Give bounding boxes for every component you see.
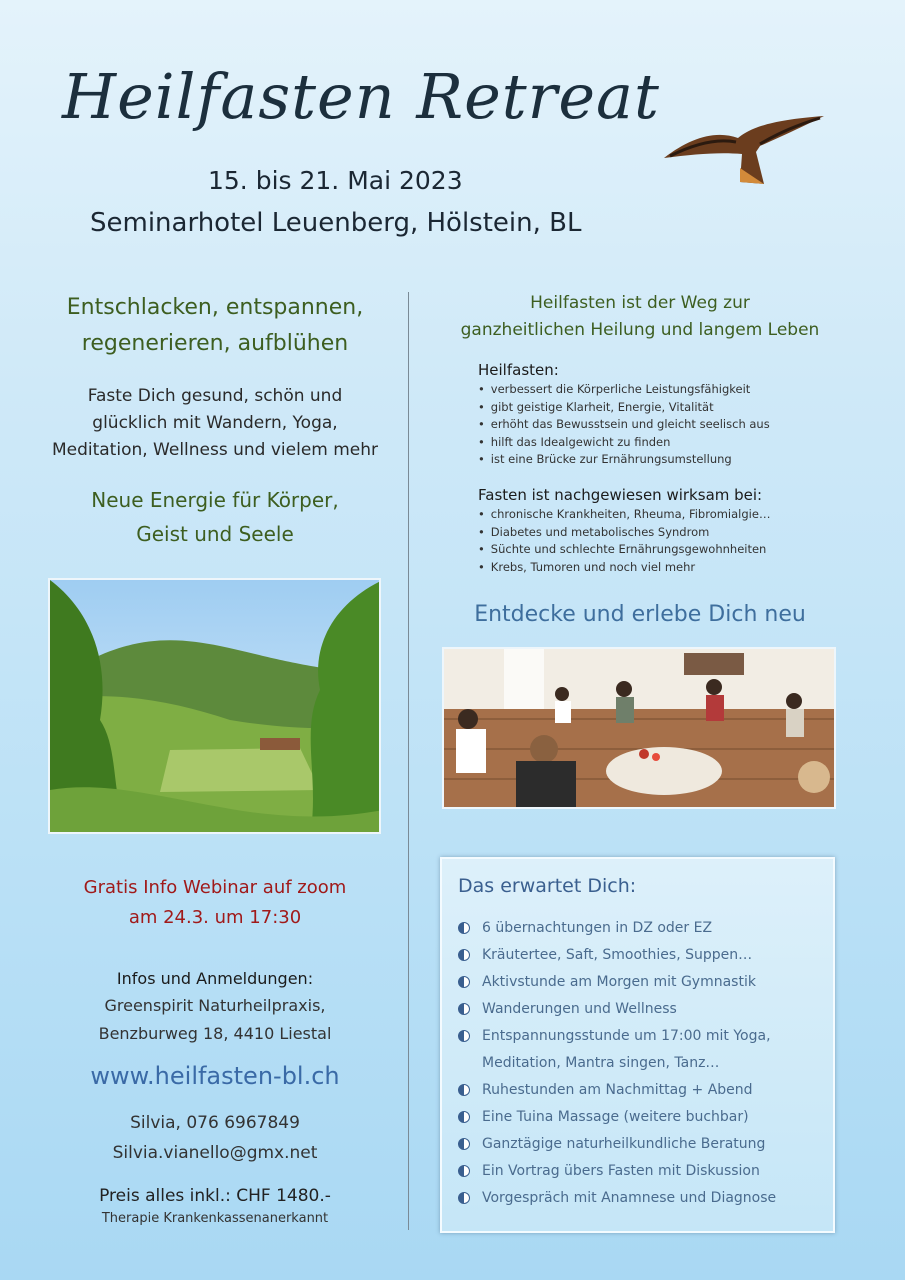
list-item: • Süchte und schlechte Ernährungsgewohnheiten [478,541,838,559]
event-venue: Seminarhotel Leuenberg, Hölstein, BL [90,208,582,238]
benefits-title: Heilfasten: [478,361,559,379]
yoga-room-photo [442,647,836,809]
contact-details [30,1108,400,1168]
benefits-section [478,361,838,469]
column-divider [408,292,409,1230]
list-item: • Krebs, Tumoren und noch viel mehr [478,559,838,577]
insurance-note: Therapie Krankenkassenanerkannt [101,1211,329,1226]
list-item: • erhöht das Bewusstsein und gleicht seelisch aus [478,416,838,434]
list-item: 6 übernachtungen in DZ oder EZ [458,915,819,942]
list-item: Vorgespräch mit Anamnese und Diagnose [458,1185,819,1212]
yin-yang-icon [458,976,470,988]
page-title: Heilfasten Retreat [62,60,660,133]
list-item: • hilft das Idealgewicht zu finden [478,434,838,452]
list-item: • gibt geistige Klarheit, Energie, Vitalität [478,399,838,417]
list-item: • ist eine Brücke zur Ernährungsumstellung [478,451,838,469]
yin-yang-icon [458,1165,470,1177]
list-item: • chronische Krankheiten, Rheuma, Fibromialgie… [478,506,838,524]
discover-heading: Entdecke und erlebe Dich neu [474,602,806,627]
left-headline: Entschlacken, entspannen, regenerieren, aufblühen [66,295,364,356]
intro-text: Faste Dich gesund, schön und glücklich mit Wandern, Yoga, Meditation, Wellness und vielem mehr [51,386,379,460]
list-item: Ein Vortrag übers Fasten mit Diskussion [458,1158,819,1185]
price-block [30,1186,400,1226]
webinar-info: Gratis Info Webinar auf zoom am 24.3. um 17:30 [83,877,347,928]
list-item: Wanderungen und Wellness [458,996,819,1023]
price: Preis alles inkl.: CHF 1480.- [99,1186,331,1206]
website-link[interactable]: www.heilfasten-bl.ch [90,1062,340,1090]
yin-yang-icon [458,949,470,961]
expectations-list [458,915,819,1212]
phone-number: Silvia, 076 6967849 [130,1113,300,1133]
email-address[interactable]: Silvia.vianello@gmx.net [112,1143,318,1163]
contact-block: Infos und Anmeldungen: Greenspirit Naturheilpraxis, Benzburweg 18, 4410 Liestal [30,966,400,1048]
yin-yang-icon [458,1111,470,1123]
list-item: Kräutertee, Saft, Smoothies, Suppen… [458,942,819,969]
expectations-title: Das erwartet Dich: [458,875,637,897]
bird-image [660,108,830,188]
effective-section [478,486,838,576]
yin-yang-icon [458,1003,470,1015]
energy-headline: Neue Energie für Körper, Geist und Seele [91,488,339,546]
yin-yang-icon [458,922,470,934]
list-item: Aktivstunde am Morgen mit Gymnastik [458,969,819,996]
yin-yang-icon [458,1084,470,1096]
yin-yang-icon [458,1030,470,1042]
list-item: Ganztägige naturheilkundliche Beratung [458,1131,819,1158]
right-heading: Heilfasten ist der Weg zur ganzheitlichen Heilung und langem Leben [460,293,820,340]
list-item-continued: Meditation, Mantra singen, Tanz… [482,1055,720,1071]
list-item: • Diabetes und metabolisches Syndrom [478,524,838,542]
event-date: 15. bis 21. Mai 2023 [208,166,463,195]
landscape-photo [48,578,381,834]
list-item: • verbessert die Körperliche Leistungsfähigkeit [478,381,838,399]
effective-list [478,506,838,576]
benefits-list [478,381,838,469]
yin-yang-icon [458,1192,470,1204]
effective-title: Fasten ist nachgewiesen wirksam bei: [478,486,763,504]
list-item: Ruhestunden am Nachmittag + Abend [458,1077,819,1104]
info-heading: Infos und Anmeldungen: [116,969,314,988]
list-item: Entspannungsstunde um 17:00 mit Yoga, [458,1023,819,1050]
expectations-box [440,857,835,1233]
yin-yang-icon [458,1138,470,1150]
list-item: Eine Tuina Massage (weitere buchbar) [458,1104,819,1131]
